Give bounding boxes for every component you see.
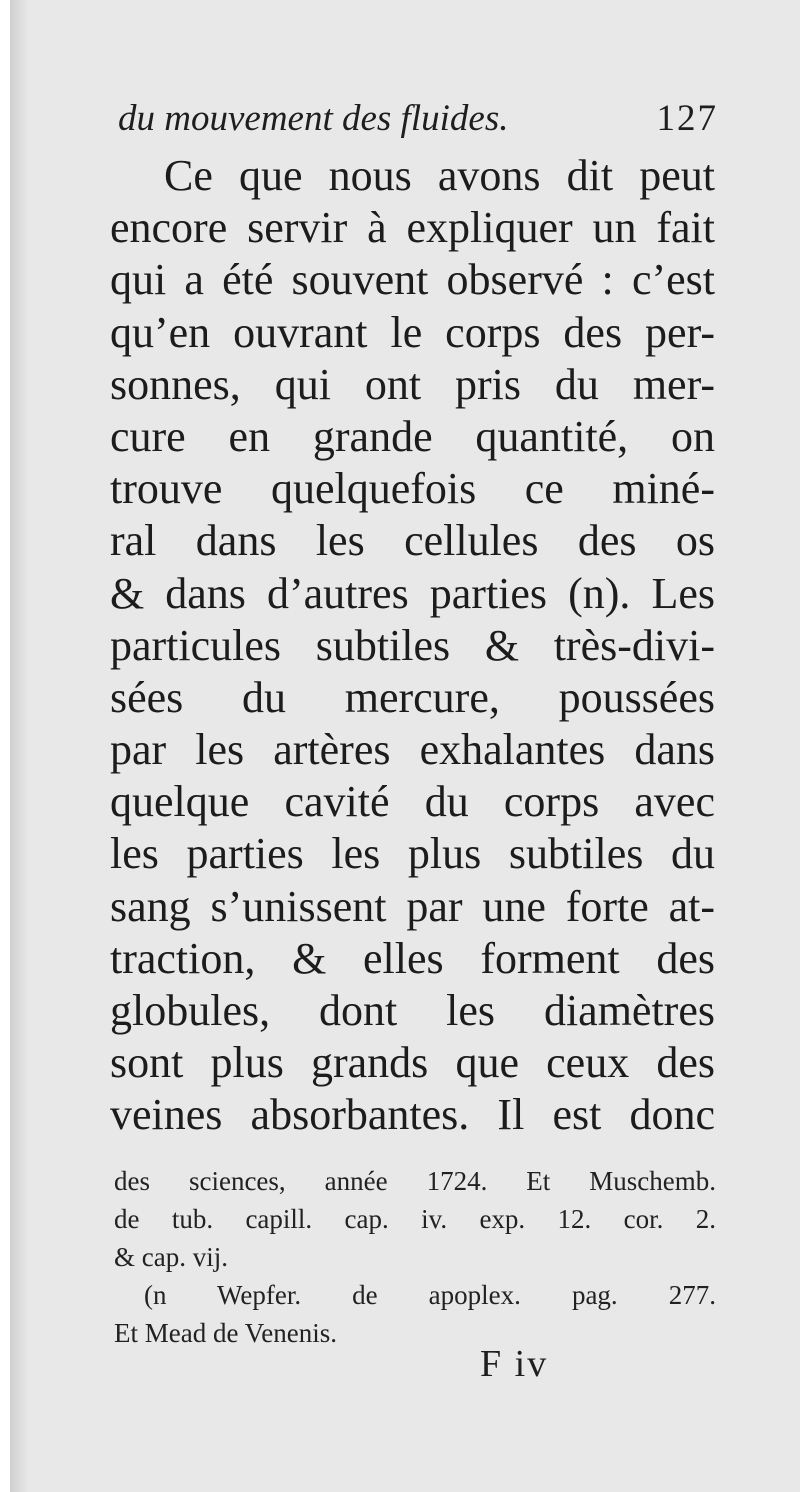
footnotes (114, 1162, 716, 1352)
body-line: & dans d’autres parties (n). Les (110, 568, 715, 618)
body-line: Ce que nous avons dit peut (164, 151, 715, 200)
running-title: du mouvement des fluides. (118, 98, 509, 139)
body-line: par les artères exhalantes dans (110, 725, 715, 775)
body-line: sonnes, qui ont pris du mer- (110, 359, 715, 409)
body-line: particules subtiles & très-divi- (110, 620, 715, 670)
body-line: cure en grande quantité, on (110, 411, 715, 461)
body-line: trouve quelquefois ce miné- (110, 464, 715, 514)
body-line: sées du mercure, poussées (110, 672, 715, 722)
page-number: 127 (656, 98, 718, 139)
body-line: sang s’unissent par une forte at- (110, 881, 715, 931)
body-line: qui a été souvent observé : c’est (110, 255, 715, 305)
running-head (118, 96, 718, 142)
body-line: encore servir à expliquer un fait (110, 203, 715, 253)
body-line: veines absorbantes. Il est donc (110, 1090, 715, 1140)
footnote-line: (n Wepfer. de apoplex. pag. 277. (144, 1280, 716, 1310)
body-line: qu’en ouvrant le corps des per- (110, 307, 715, 357)
body-line: sont plus grands que ceux des (110, 1038, 715, 1088)
body-line: globules, dont les diamètres (110, 986, 715, 1035)
signature-mark: F iv (480, 1343, 549, 1385)
footnote-line: & cap. vij. (114, 1242, 228, 1272)
body-line: les parties les plus subtiles du (110, 829, 715, 879)
book-page (10, 0, 800, 1492)
body-text (110, 150, 715, 1142)
body-line: ral dans les cellules des os (110, 516, 715, 566)
footnote-line: Et Mead de Venenis. (114, 1318, 337, 1348)
body-line: quelque cavité du corps avec (110, 777, 715, 827)
footnote-line: des sciences, année 1724. Et Muschemb. (114, 1166, 716, 1196)
body-line: traction, & elles forment des (110, 933, 715, 983)
footnote-line: de tub. capill. cap. iv. exp. 12. cor. 2. (114, 1204, 716, 1234)
